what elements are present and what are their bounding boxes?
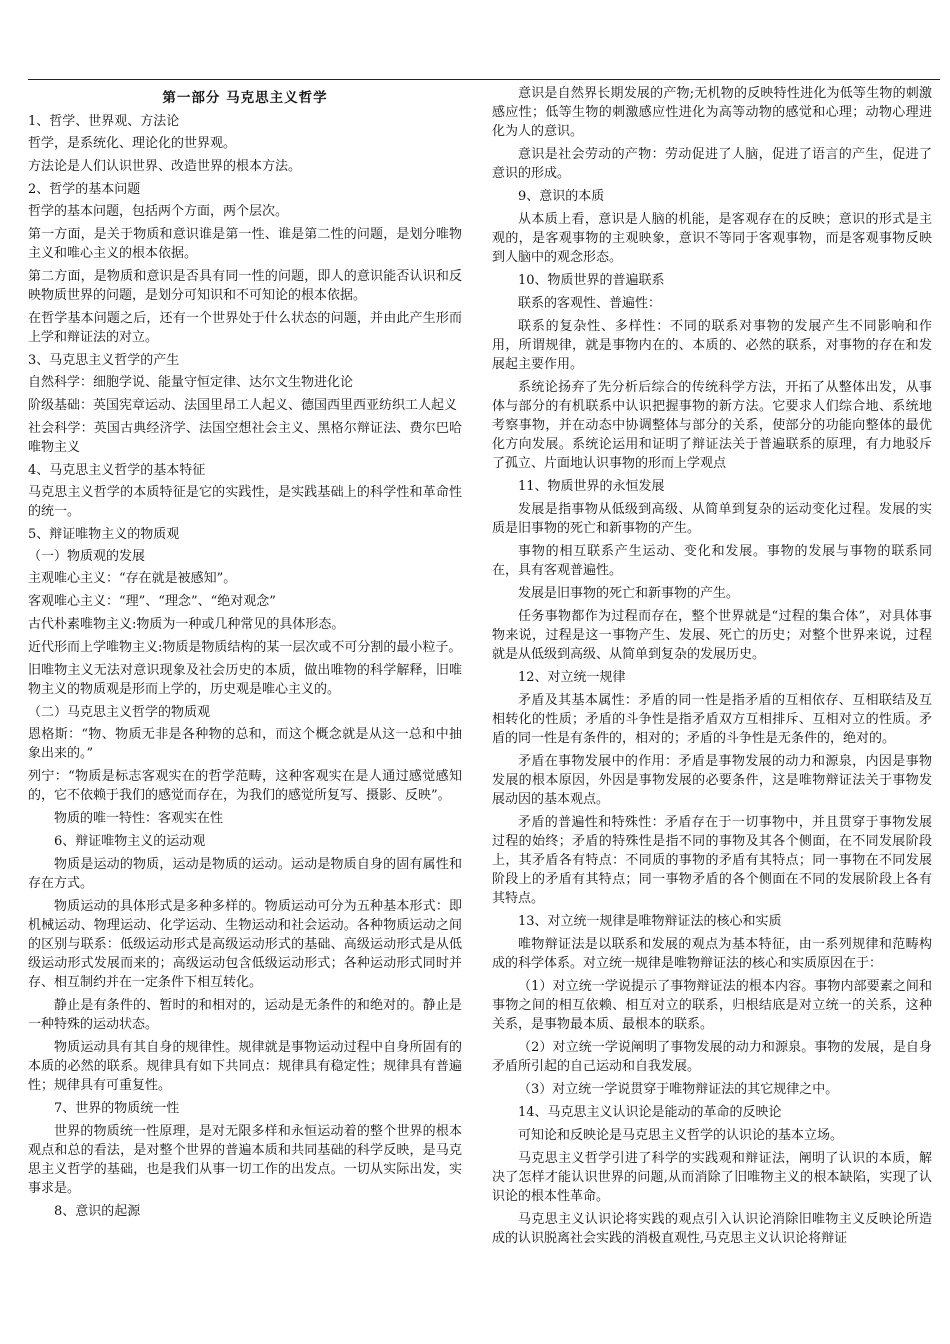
right-column (492, 84, 932, 1252)
paragraph: 静止是有条件的、暂时的和相对的，运动是无条件的和绝对的。静止是一种特殊的运动状态。 (28, 998, 462, 1032)
paragraph: 社会科学：英国古典经济学、法国空想社会主义、黑格尔辩证法、费尔巴哈唯物主义 (28, 421, 462, 455)
paragraph: 主观唯心主义：“存在就是被感知”。 (28, 571, 237, 586)
paragraph: 马克思主义哲学引进了科学的实践观和辩证法，阐明了认识的本质，解决了怎样才能认识世界的问题,从而消除了旧唯物主义的根本缺陷，实现了认识论的根本性革命。 (492, 1151, 932, 1204)
section-heading: 14、马克思主义认识论是能动的革命的反映论 (518, 1105, 782, 1120)
paragraph: 意识是自然界长期发展的产物;无机物的反映特性进化为低等生物的刺激感应性；低等生物的刺激感应性进化为高等动物的感觉和心理；动物心理进化为人的意识。 (492, 86, 932, 139)
paragraph: 联系的复杂性、多样性：不同的联系对事物的发展产生不同影响和作用，所谓规律，就是事物内在的、本质的、必然的联系，对事物的存在和发展起主要作用。 (492, 319, 932, 372)
left-column (28, 84, 462, 1225)
paragraph: 第二方面，是物质和意识是否具有同一性的问题，即人的意识能否认识和反映物质世界的问题，是划分可知识和不可知论的根本依据。 (28, 269, 462, 303)
paragraph: 发展是指事物从低级到高级、从简单到复杂的运动变化过程。发展的实质是旧事物的死亡和新事物的产生。 (492, 502, 932, 536)
left-column-body (28, 112, 462, 1221)
paragraph: 旧唯物主义无法对意识现象及社会历史的本质，做出唯物的科学解释，旧唯物主义的物质观是形而上学的，历史观是唯心主义的。 (28, 663, 462, 697)
right-column-body (492, 84, 932, 1248)
paragraph: 联系的客观性、普遍性： (518, 296, 662, 311)
section-heading: 7、世界的物质统一性 (54, 1101, 180, 1116)
paragraph: 意识是社会劳动的产物：劳动促进了人脑，促进了语言的产生，促进了意识的形成。 (492, 147, 932, 181)
paragraph: 马克思主义哲学的本质特征是它的实践性，是实践基础上的科学性和革命性的统一。 (28, 485, 462, 519)
section-heading: 5、辩证唯物主义的物质观 (28, 527, 180, 542)
section-heading: 10、物质世界的普遍联系 (518, 273, 665, 288)
paragraph: 物质运动具有其自身的规律性。规律就是事物运动过程中自身所固有的本质的必然的联系。规律具有如下共同点：规律具有稳定性；规律具有普遍性；规律具有可重复性。 (28, 1040, 462, 1093)
paragraph: 列宁：“物质是标志客观实在的哲学范畴，这种客观实在是人通过感觉感知的，它不依赖于我们的感觉而存在，为我们的感觉所复写、摄影、反映”。 (28, 769, 462, 803)
paragraph: 从本质上看，意识是人脑的机能，是客观存在的反映；意识的形式是主观的，是客观事物的主观映象，意识不等同于客观事物，而是客观事物反映到人脑中的观念形态。 (492, 212, 932, 265)
section-heading: 9、意识的本质 (518, 189, 605, 204)
paragraph: 哲学的基本问题，包括两个方面，两个层次。 (28, 204, 289, 219)
section-heading: 1、哲学、世界观、方法论 (28, 114, 180, 129)
section-heading: 3、马克思主义哲学的产生 (28, 353, 180, 368)
section-heading: 11、物质世界的永恒发展 (518, 479, 665, 494)
paragraph: 哲学，是系统化、理论化的世界观。 (28, 136, 237, 151)
section-heading: 8、意识的起源 (54, 1204, 141, 1219)
paragraph: 客观唯心主义：“理”、“理念”、“绝对观念” (28, 594, 276, 609)
paragraph: 在哲学基本问题之后，还有一个世界处于什么状态的问题，并由此产生形而上学和辩证法的对立。 (28, 311, 462, 345)
paragraph: 可知论和反映论是马克思主义哲学的认识论的基本立场。 (518, 1128, 844, 1143)
section-heading: 2、哲学的基本问题 (28, 182, 141, 197)
section-heading: 12、对立统一规律 (518, 670, 626, 685)
paragraph: 系统论扬弃了先分析后综合的传统科学方法，开拓了从整体出发，从事体与部分的有机联系中认识把握事物的新方法。它要求人们综合地、系统地考察事物，并在动态中协调整体与部分的关系，使部分的功能向整体的最优化方向发展。系统论运用和证明了辩证法关于普遍联系的原理，有力地驳斥了孤立、片面地认识事物的形而上学观点 (492, 380, 932, 471)
top-rule (28, 79, 940, 80)
paragraph: 世界的物质统一性原理，是对无限多样和永恒运动着的整个世界的根本观点和总的看法，是对整个世界的普遍本质和共同基础的科学反映，是马克思主义哲学的基础，也是我们从事一切工作的出发点。一切从实际出发，实事求是。 (28, 1124, 462, 1196)
page-title: 第一部分 马克思主义哲学 (162, 90, 328, 106)
paragraph: 物质的唯一特性：客观实在性 (54, 811, 224, 826)
paragraph: 自然科学：细胞学说、能量守恒定律、达尔文生物进化论 (28, 375, 354, 390)
section-heading: （二）马克思主义哲学的物质观 (28, 705, 211, 720)
paragraph: （3）对立统一学说贯穿于唯物辩证法的其它规律之中。 (518, 1082, 839, 1097)
section-heading: 4、马克思主义哲学的基本特征 (28, 463, 206, 478)
paragraph: 矛盾及其基本属性：矛盾的同一性是指矛盾的互相依存、互相联结及互相转化的性质；矛盾的斗争性是指矛盾双方互相排斥、互相对立的性质。矛盾的同一性是有条件的，相对的；矛盾的斗争性是无条件的，绝对的。 (492, 693, 932, 746)
paragraph: 马克思主义认识论将实践的观点引入认识论消除旧唯物主义反映论所造成的认识脱离社会实践的消极直观性,马克思主义认识论将辩证 (492, 1212, 932, 1246)
paragraph: 矛盾在事物发展中的作用：矛盾是事物发展的动力和源泉，内因是事物发展的根本原因，外因是事物发展的必要条件，这是唯物辩证法关于事物发展动因的基本观点。 (492, 754, 932, 807)
section-heading: 6、辩证唯物主义的运动观 (54, 834, 206, 849)
paragraph: 近代形而上学唯物主义:物质是物质结构的某一层次或不可分割的最小粒子。 (28, 640, 462, 655)
paragraph: 物质是运动的物质，运动是物质的运动。运动是物质自身的固有属性和存在方式。 (28, 857, 462, 891)
paragraph: 唯物辩证法是以联系和发展的观点为基本特征，由一系列规律和范畴构成的科学体系。对立统一规律是唯物辩证法的核心和实质原因在于： (492, 937, 932, 971)
paragraph: 阶级基础：英国宪章运动、法国里昂工人起义、德国西里西亚纺织工人起义 (28, 398, 458, 413)
paragraph: 第一方面，是关于物质和意识谁是第一性、谁是第二性的问题，是划分唯物主义和唯心主义的根本依据。 (28, 227, 462, 261)
paragraph: （2）对立统一学说阐明了事物发展的动力和源泉。事物的发展，是自身矛盾所引起的自己运动和自我发展。 (492, 1040, 932, 1074)
paragraph: 恩格斯：“物、物质无非是各种物的总和，而这个概念就是从这一总和中抽象出来的。” (28, 727, 462, 761)
paragraph: 物质运动的具体形式是多种多样的。物质运动可分为五种基本形式：即机械运动、物理运动、化学运动、生物运动和社会运动。各种物质运动之间的区别与联系：低级运动形式是高级运动形式的基础、高级运动形式是从低级运动形式发展而来的；高级运动包含低级运动形式；各种运动形式同时并存、相互制约并在一定条件下相互转化。 (28, 899, 462, 990)
section-heading: （一）物质观的发展 (28, 549, 146, 564)
paragraph: 古代朴素唯物主义:物质为一种或几种常见的具体形态。 (28, 617, 345, 632)
paragraph: （1）对立统一学说提示了事物辩证法的根本内容。事物内部要素之间和事物之间的相互依赖、相互对立的联系，归根结底是对立统一的关系，这种关系，是事物最本质、最根本的联系。 (492, 979, 932, 1032)
paragraph: 矛盾的普遍性和特殊性：矛盾存在于一切事物中，并且贯穿于事物发展过程的始终；矛盾的特殊性是指不同的事物及其各个侧面，在不同发展阶段上，其矛盾各有特点：不同质的事物的矛盾有其特点；同一事物在不同发展阶段上的矛盾有其特点；同一事物矛盾的各个侧面在不同的发展阶段上各有其特点。 (492, 815, 932, 906)
section-heading: 13、对立统一规律是唯物辩证法的核心和实质 (518, 914, 782, 929)
paragraph: 事物的相互联系产生运动、变化和发展。事物的发展与事物的联系同在，具有客观普遍性。 (492, 544, 932, 578)
paragraph: 方法论是人们认识世界、改造世界的根本方法。 (28, 159, 302, 174)
paragraph: 发展是旧事物的死亡和新事物的产生。 (518, 586, 740, 601)
paragraph: 任务事物都作为过程而存在，整个世界就是“过程的集合体”，对具体事物来说，过程是这一事物产生、发展、死亡的历史；对整个世界来说，过程就是从低级到高级、从简单到复杂的发展历史。 (492, 609, 932, 662)
